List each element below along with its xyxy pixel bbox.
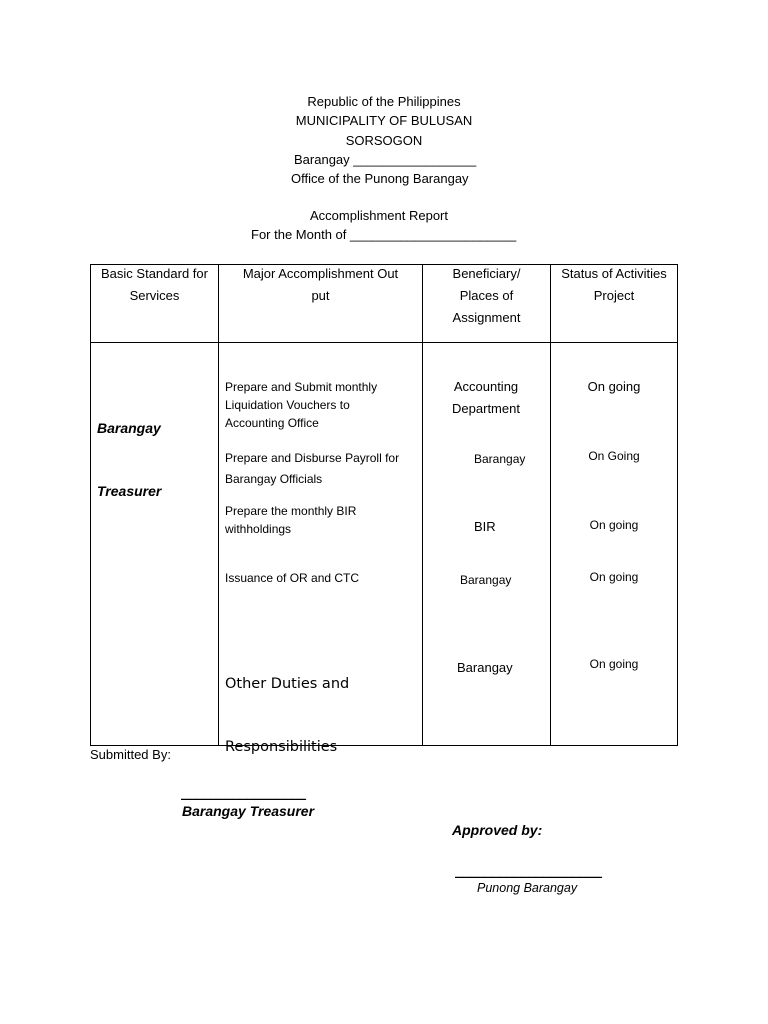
column-header-standard: Basic Standard for Services [101, 266, 208, 303]
table-row-status: On Going [588, 449, 640, 463]
table-row-beneficiary: Barangay [457, 660, 513, 675]
table-row-accomplishment: Prepare the monthly BIR withholdings [225, 504, 357, 536]
column-header-beneficiary: Beneficiary/ Places of Assignment [452, 266, 521, 325]
table-border-bottom [90, 745, 678, 746]
table-row-accomplishment: Prepare and Submit monthly Liquidation Vouchers to Accounting Office [225, 380, 378, 430]
header-republic: Republic of the Philippines [307, 94, 461, 109]
table-header-divider [90, 342, 678, 343]
header-municipality: MUNICIPALITY OF BULUSAN [295, 113, 473, 128]
table-row-beneficiary: BIR [474, 519, 496, 534]
table-row-beneficiary: Barangay [474, 452, 526, 466]
table-row-beneficiary: Barangay [460, 573, 512, 587]
table-row-accomplishment: Other Duties and Responsibilities [225, 676, 350, 755]
table-border-left [90, 264, 91, 746]
table-border-right [677, 264, 678, 746]
approved-by-label: Approved by: [452, 822, 543, 838]
punong-title: Punong Barangay [477, 881, 578, 895]
header-office: Office of the Punong Barangay [291, 171, 469, 186]
report-title: Accomplishment Report [310, 208, 448, 223]
table-row-status: On going [589, 518, 639, 532]
table-col-divider [218, 264, 219, 746]
header-barangay: Barangay _________________ [294, 152, 477, 167]
column-header-accomplishment: Major Accomplishment Out put [242, 266, 399, 303]
table-col-divider [422, 264, 423, 746]
table-row-accomplishment: Issuance of OR and CTC [225, 571, 360, 585]
treasurer-title: Barangay Treasurer [182, 803, 315, 819]
header-province: SORSOGON [345, 133, 423, 148]
punong-signature-line: ____________________ [455, 864, 602, 879]
submitted-by-label: Submitted By: [90, 747, 171, 762]
service-label: Barangay Treasurer [97, 420, 162, 499]
column-header-status: Status of Activities Project [561, 266, 667, 303]
treasurer-signature-line: _________________ [181, 786, 306, 801]
table-row-accomplishment: Prepare and Disburse Payroll for Barangay Officials [225, 451, 400, 486]
table-row-status: On going [589, 570, 639, 584]
table-row-status: On going [589, 657, 639, 671]
report-month: For the Month of _______________________ [251, 227, 517, 242]
table-row-status: On going [587, 379, 641, 394]
table-row-beneficiary: Accounting Department [452, 379, 520, 416]
